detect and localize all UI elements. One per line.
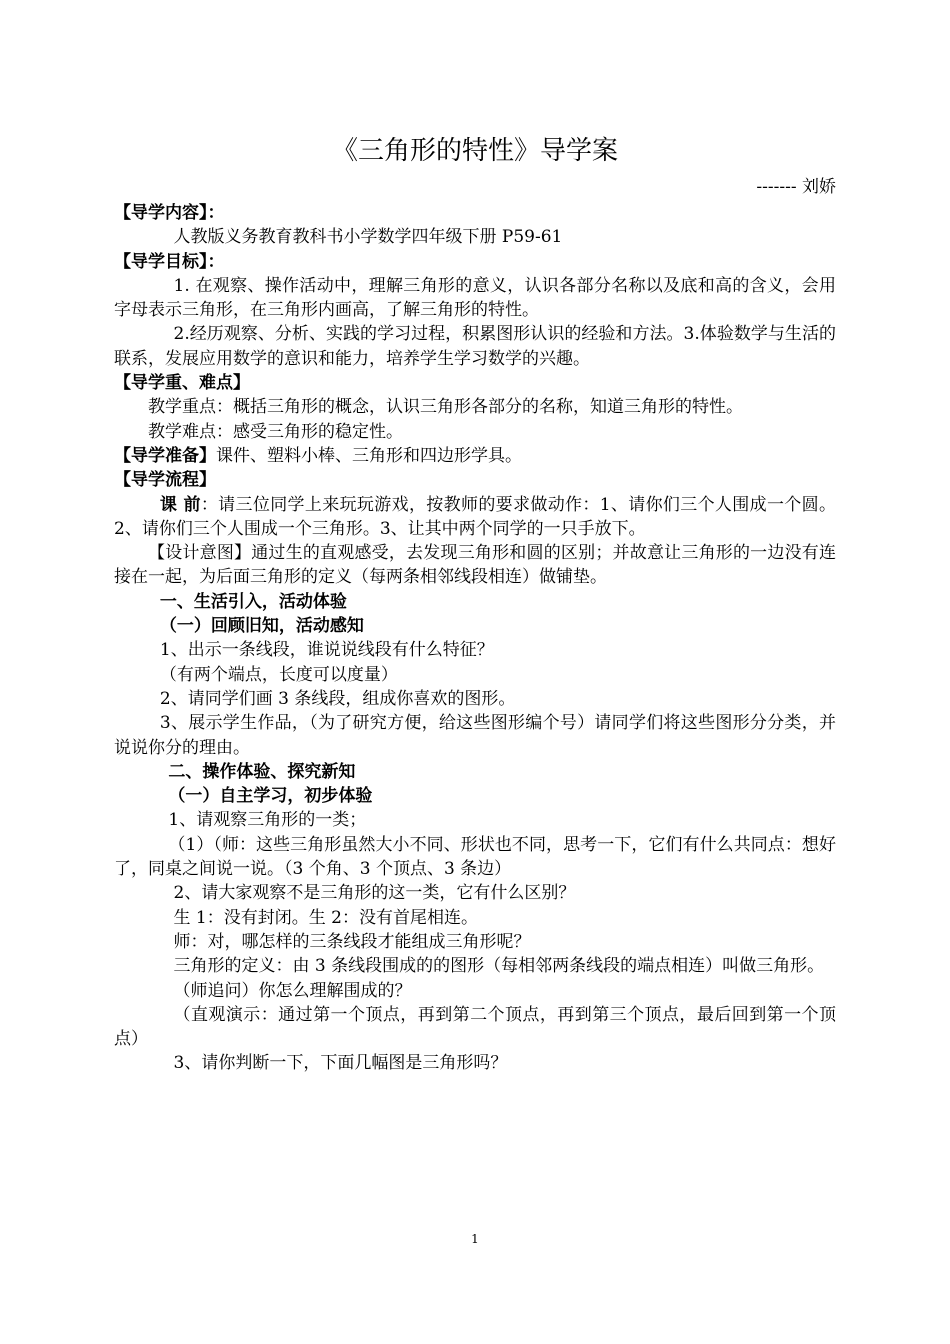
part1-heading: 一、生活引入，活动体验 xyxy=(159,591,347,612)
p1-item-1-answer: （有两个端点，长度可以度量） xyxy=(159,664,398,685)
content-text: 人教版义务教育教科书小学数学四年级下册 P59-61 xyxy=(173,227,563,248)
p1-item-1: 1、出示一条线段，谁说说线段有什么特征？ xyxy=(159,640,494,661)
p2-item-2: 2、请大家观察不是三角形的这一类，它有什么区别？ xyxy=(173,883,576,904)
pre-class xyxy=(114,493,836,542)
goal-2: 2.经历观察、分析、实践的学习过程，积累图形认识的经验和方法。3.体验数学与生活的联系，发展应用数学的意识和能力，培养学生学习数学的兴趣。 xyxy=(114,324,836,369)
goal-1: 1. 在观察、操作活动中，理解三角形的意义，认识各部分名称以及底和高的含义，会用字母表示三角形，在三角形内画高，了解三角形的特性。 xyxy=(114,275,836,321)
p2-item-3: 3、请你判断一下，下面几幅图是三角形吗？ xyxy=(173,1053,508,1074)
p2-item-1: 1、请观察三角形的一类； xyxy=(168,810,367,831)
goals-heading: 【导学目标】： xyxy=(114,251,225,272)
part2-heading: 二、操作体验、探究新知 xyxy=(168,761,356,782)
document-title: 《三角形的特性》导学案 xyxy=(331,136,618,166)
prep-text: 课件、塑料小棒、三角形和四边形学具。 xyxy=(216,445,522,466)
p2-item-1-sub: （1）（师：这些三角形虽然大小不同、形状也不同，思考一下，它们有什么共同点：想好了，同桌之间说一说。（3 个角、3 个顶点、3 条边） xyxy=(114,834,836,880)
pre-class-text: ：请三位同学上来玩玩游戏，按教师的要求做动作：1、请你们三个人围成一个圆。2、请你们三个人围成一个三角形。3、让其中两个同学的一只手放下。 xyxy=(114,494,836,539)
teacher-question: （师追问）你怎么理解围成的？ xyxy=(173,980,412,1001)
key-point: 教学重点：概括三角形的概念，认识三角形各部分的名称，知道三角形的特性。 xyxy=(148,397,743,418)
difficult-point: 教学难点：感受三角形的稳定性。 xyxy=(148,421,403,442)
pre-class-label: 课 前 xyxy=(159,494,201,515)
p2-item-2-answer: 生 1：没有封闭。生 2：没有首尾相连。 xyxy=(173,907,478,928)
design-intent: 【设计意图】通过生的直观感受，去发现三角形和圆的区别；并故意让三角形的一边没有连接在一起，为后面三角形的定义（每两条相邻线段相连）做铺垫。 xyxy=(114,543,836,588)
author-line: ------- 刘娇 xyxy=(756,177,836,197)
visual-demo: （直观演示：通过第一个顶点，再到第二个顶点，再到第三个顶点，最后回到第一个顶点） xyxy=(114,1004,836,1050)
prep-heading: 【导学准备】 xyxy=(114,445,216,466)
triangle-definition: 三角形的定义：由 3 条线段围成的的图形（每相邻两条线段的端点相连）叫做三角形。 xyxy=(173,956,825,977)
page-number: 1 xyxy=(471,1232,479,1246)
content-heading: 【导学内容】： xyxy=(114,203,225,223)
flow-heading: 【导学流程】 xyxy=(114,470,216,491)
document-body xyxy=(114,201,836,1076)
part2-sub: （一）自主学习，初步体验 xyxy=(168,786,373,807)
p1-item-3: 3、展示学生作品，（为了研究方便，给这些图形编个号）请同学们将这些图形分分类，并说说你分的理由。 xyxy=(114,713,836,758)
p1-item-2: 2、请同学们画 3 条线段，组成你喜欢的图形。 xyxy=(159,688,516,709)
key-heading: 【导学重、难点】 xyxy=(114,373,250,394)
p2-item-2-teacher: 师：对，哪怎样的三条线段才能组成三角形呢？ xyxy=(173,931,531,952)
part1-sub: （一）回顾旧知，活动感知 xyxy=(159,616,364,637)
prep-line xyxy=(114,444,836,468)
